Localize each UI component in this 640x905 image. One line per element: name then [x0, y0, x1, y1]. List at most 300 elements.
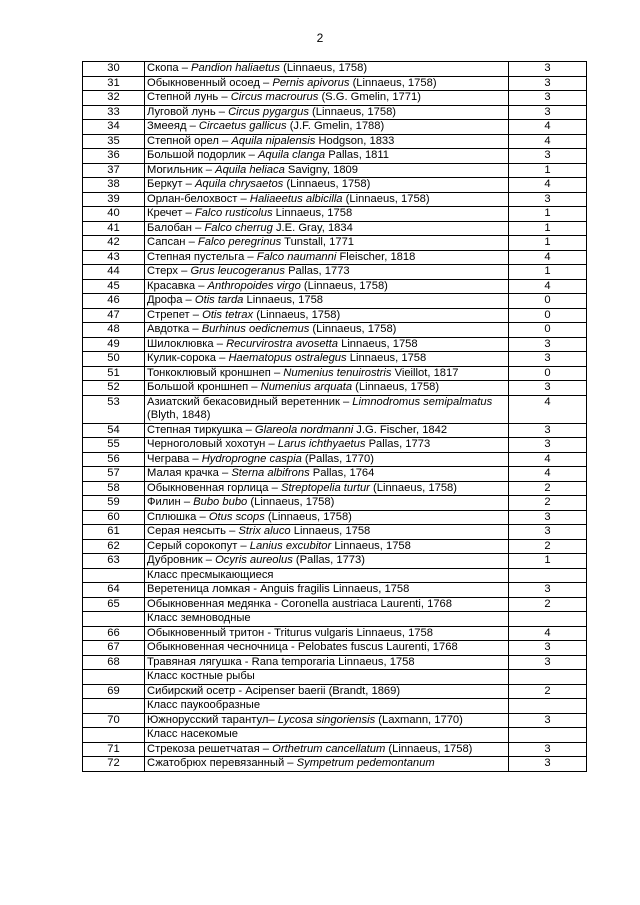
name-text: Филин –	[147, 496, 194, 508]
name-text: Сплюшка –	[147, 510, 209, 523]
name-text: Pallas, 1811	[325, 149, 390, 161]
row-number: 63	[83, 554, 145, 569]
row-number: 46	[83, 294, 145, 309]
name-text: Класс пресмыкающиеся	[147, 568, 274, 581]
status-category: 0	[509, 323, 587, 338]
class-header-row	[83, 670, 587, 685]
table-row	[83, 713, 587, 728]
row-number: 70	[83, 713, 145, 728]
name-text: Орлан-белохвост –	[147, 192, 250, 205]
name-text: Linnaeus, 1758	[272, 207, 353, 219]
name-text: Степная пустельга –	[147, 250, 257, 263]
table-row	[83, 91, 587, 106]
species-name	[145, 221, 509, 236]
table-row	[83, 265, 587, 280]
name-text: Pallas, 1773	[365, 438, 431, 450]
status-category: 2	[509, 684, 587, 699]
status-category: 3	[509, 381, 587, 396]
latin-name: Lycosa singoriensis	[277, 713, 376, 726]
species-name	[145, 337, 509, 352]
status-category: 3	[509, 583, 587, 598]
table-row	[83, 120, 587, 135]
row-number: 39	[83, 192, 145, 207]
name-text: Могильник –	[147, 163, 216, 176]
status-category: 3	[509, 510, 587, 525]
species-name	[145, 757, 509, 772]
row-number: 47	[83, 308, 145, 323]
status-category: 3	[509, 337, 587, 352]
status-category: 2	[509, 539, 587, 554]
status-category: 1	[509, 554, 587, 569]
row-number	[83, 699, 145, 714]
latin-name: Aquila heliaca	[215, 163, 285, 176]
status-category: 4	[509, 395, 587, 423]
latin-name: Aquila nipalensis	[231, 134, 316, 147]
species-name	[145, 423, 509, 438]
table-row	[83, 626, 587, 641]
row-number	[83, 568, 145, 583]
row-number	[83, 728, 145, 743]
name-text: Обыкновенный осоед –	[147, 76, 273, 89]
name-text: Стерх –	[147, 265, 191, 277]
table-row	[83, 76, 587, 91]
status-category: 3	[509, 62, 587, 77]
name-text: Стрепет –	[147, 308, 203, 321]
name-text: Беркут –	[147, 178, 195, 190]
name-text: (Blyth, 1848)	[147, 409, 211, 421]
row-number: 60	[83, 510, 145, 525]
table-row	[83, 236, 587, 251]
latin-name: Numenius arquata	[260, 381, 353, 393]
table-row	[83, 381, 587, 396]
species-name	[145, 105, 509, 120]
name-text: (Linnaeus, 1758)	[385, 742, 473, 755]
table-row	[83, 496, 587, 511]
status-category: 3	[509, 438, 587, 453]
species-name	[145, 525, 509, 540]
table-row	[83, 554, 587, 569]
row-number: 45	[83, 279, 145, 294]
species-name	[145, 76, 509, 91]
row-number: 55	[83, 438, 145, 453]
name-text: (Pallas, 1770)	[301, 452, 374, 465]
row-number: 64	[83, 583, 145, 598]
latin-name: Circus pygargus	[228, 105, 309, 118]
latin-name: Recurvirostra avosetta	[226, 337, 338, 350]
status-category: 1	[509, 163, 587, 178]
name-text: Savigny, 1809	[284, 163, 358, 176]
name-text: Класс земноводные	[147, 612, 251, 624]
name-text: Степная тиркушка –	[147, 423, 255, 436]
table-row	[83, 352, 587, 367]
name-text: Веретеница ломкая - Anguis fragilis Linnaeus, 1758	[147, 583, 410, 595]
row-number: 51	[83, 366, 145, 381]
species-name	[145, 381, 509, 396]
table-row	[83, 395, 587, 423]
name-text: Pallas, 1773	[284, 265, 350, 277]
status-category: 3	[509, 352, 587, 367]
status-category: 3	[509, 76, 587, 91]
name-text: Чеграва –	[147, 452, 202, 465]
species-name	[145, 236, 509, 251]
latin-name: Falco naumanni	[256, 250, 337, 263]
name-text: Малая крачка –	[147, 467, 232, 479]
latin-name: Burhinus oedicnemus	[201, 323, 310, 335]
latin-name: Orthetrum cancellatum	[272, 742, 386, 755]
row-number: 42	[83, 236, 145, 251]
row-number: 40	[83, 207, 145, 222]
latin-name: Otis tetrax	[202, 308, 254, 321]
name-text: Pallas, 1764	[309, 467, 375, 479]
row-number: 67	[83, 641, 145, 656]
species-name	[145, 149, 509, 164]
latin-name: Lanius excubitor	[249, 539, 332, 552]
row-number: 57	[83, 467, 145, 482]
latin-name: Haematopus ostralegus	[228, 352, 347, 364]
name-text: Шилоклювка –	[147, 337, 227, 350]
species-name	[145, 684, 509, 699]
name-text: J.G. Fischer, 1842	[353, 423, 448, 436]
species-name	[145, 163, 509, 178]
name-text: Linnaeus, 1758	[290, 525, 371, 537]
name-text: Стрекоза решетчатая –	[147, 742, 273, 755]
table-row	[83, 221, 587, 236]
table-row	[83, 467, 587, 482]
species-name	[145, 481, 509, 496]
name-text: (Linnaeus, 1758)	[309, 323, 397, 335]
name-text: Южнорусский тарантул–	[147, 713, 278, 726]
status-category: 0	[509, 294, 587, 309]
table-row	[83, 641, 587, 656]
status-category: 4	[509, 626, 587, 641]
name-text: Степной орел –	[147, 134, 232, 147]
latin-name: Aquila chrysaetos	[194, 178, 284, 190]
name-text: (Linnaeus, 1758)	[247, 496, 335, 508]
name-text: (Linnaeus, 1758)	[283, 178, 371, 190]
status-category: 3	[509, 91, 587, 106]
row-number: 62	[83, 539, 145, 554]
row-number: 65	[83, 597, 145, 612]
name-text: Большой подорлик –	[147, 149, 258, 161]
status-category: 1	[509, 221, 587, 236]
table-row	[83, 452, 587, 467]
table-row	[83, 207, 587, 222]
table-row	[83, 279, 587, 294]
species-name	[145, 250, 509, 265]
table-row	[83, 192, 587, 207]
species-name	[145, 554, 509, 569]
table-row	[83, 294, 587, 309]
name-text: Сжатобрюх перевязанный –	[147, 757, 297, 769]
status-category: 4	[509, 250, 587, 265]
name-text: Скопа –	[147, 62, 192, 74]
name-text: Linnaeus, 1758	[346, 352, 427, 364]
name-text: (Linnaeus, 1758)	[300, 279, 388, 292]
latin-name: Sterna albifrons	[231, 467, 310, 479]
species-name	[145, 597, 509, 612]
name-text: Vieillot, 1817	[391, 366, 459, 379]
name-text: (S.G. Gmelin, 1771)	[318, 91, 421, 103]
row-number: 50	[83, 352, 145, 367]
name-text: Черноголовый хохотун –	[147, 438, 278, 450]
latin-name: Aquila clanga	[257, 149, 326, 161]
species-name	[145, 641, 509, 656]
name-text: Hodgson, 1833	[315, 134, 395, 147]
species-name	[145, 207, 509, 222]
name-text: Кречет –	[147, 207, 195, 219]
latin-name: Falco rusticolus	[194, 207, 273, 219]
status-category: 3	[509, 713, 587, 728]
species-name	[145, 308, 509, 323]
latin-name: Bubo bubo	[193, 496, 248, 508]
species-name	[145, 192, 509, 207]
status-category: 3	[509, 641, 587, 656]
row-number: 35	[83, 134, 145, 149]
table-row	[83, 438, 587, 453]
row-number: 58	[83, 481, 145, 496]
species-name	[145, 742, 509, 757]
name-text: Класс паукообразные	[147, 699, 261, 711]
row-number: 44	[83, 265, 145, 280]
latin-name: Strix aluco	[238, 525, 291, 537]
species-name	[145, 134, 509, 149]
name-text: Степной лунь –	[147, 91, 231, 103]
name-text: Травяная лягушка - Rana temporaria Linnaeus, 1758	[147, 655, 415, 668]
status-category	[509, 568, 587, 583]
status-category: 3	[509, 192, 587, 207]
row-number: 49	[83, 337, 145, 352]
name-text: (Linnaeus, 1758)	[349, 76, 437, 89]
status-category: 3	[509, 149, 587, 164]
name-text: (Linnaeus, 1758)	[342, 192, 430, 205]
name-text: Серый сорокопут –	[147, 539, 250, 552]
row-number: 61	[83, 525, 145, 540]
name-text: (Linnaeus, 1758)	[369, 481, 457, 494]
latin-name: Haliaeetus albicilla	[249, 192, 343, 205]
table-row	[83, 423, 587, 438]
name-text: (Linnaeus, 1758)	[352, 381, 440, 393]
latin-name: Grus leucogeranus	[190, 265, 285, 277]
name-text: Азиатский бекасовидный веретенник –	[147, 395, 353, 408]
name-text: Луговой лунь –	[147, 105, 229, 118]
name-text: Сапсан –	[147, 236, 198, 248]
table-row	[83, 178, 587, 193]
status-category	[509, 612, 587, 627]
name-text: Обыкновенная чесночница - Pelobates fuscus Laurenti, 1768	[147, 641, 458, 653]
row-number: 66	[83, 626, 145, 641]
name-text: Обыкновенная медянка - Coronella austriaca Laurenti, 1768	[147, 597, 452, 610]
status-category: 0	[509, 308, 587, 323]
table-row	[83, 525, 587, 540]
row-number: 41	[83, 221, 145, 236]
species-name	[145, 91, 509, 106]
species-name	[145, 568, 509, 583]
status-category: 3	[509, 655, 587, 670]
species-name	[145, 728, 509, 743]
row-number: 37	[83, 163, 145, 178]
row-number: 38	[83, 178, 145, 193]
row-number: 30	[83, 62, 145, 77]
table-row	[83, 655, 587, 670]
species-name	[145, 655, 509, 670]
table-row	[83, 105, 587, 120]
latin-name: Larus ichthyaetus	[277, 438, 366, 450]
class-header-row	[83, 699, 587, 714]
row-number	[83, 612, 145, 627]
status-category: 1	[509, 207, 587, 222]
latin-name: Limnodromus semipalmatus	[352, 395, 493, 408]
status-category	[509, 728, 587, 743]
species-name	[145, 178, 509, 193]
species-table-body	[83, 62, 587, 772]
species-name	[145, 352, 509, 367]
row-number: 36	[83, 149, 145, 164]
name-text: (J.F. Gmelin, 1788)	[286, 120, 385, 132]
species-name	[145, 62, 509, 77]
status-category: 1	[509, 236, 587, 251]
latin-name: Streptopelia turtur	[280, 481, 370, 494]
species-name	[145, 438, 509, 453]
latin-name: Pernis apivorus	[272, 76, 350, 89]
name-text: Кулик-сорока –	[147, 352, 229, 364]
latin-name: Numenius tenuirostris	[283, 366, 392, 379]
table-row	[83, 742, 587, 757]
name-text: Класс насекомые	[147, 728, 238, 740]
species-name	[145, 670, 509, 685]
name-text: (Linnaeus, 1758)	[308, 105, 397, 118]
species-name	[145, 294, 509, 309]
species-name	[145, 583, 509, 598]
species-table	[82, 61, 587, 772]
page-number: 2	[316, 31, 324, 45]
latin-name: Hydroprogne caspia	[201, 452, 302, 465]
latin-name: Ocyris aureolus	[215, 554, 293, 566]
name-text: (Laxmann, 1770)	[375, 713, 463, 726]
table-row	[83, 539, 587, 554]
status-category: 1	[509, 265, 587, 280]
table-row	[83, 134, 587, 149]
latin-name: Circus macrourus	[230, 91, 319, 103]
status-category: 3	[509, 742, 587, 757]
status-category: 3	[509, 105, 587, 120]
latin-name: Falco peregrinus	[197, 236, 282, 248]
row-number: 32	[83, 91, 145, 106]
status-category: 2	[509, 597, 587, 612]
name-text: Дрофа –	[147, 294, 195, 306]
name-text: Серая неясыть –	[147, 525, 239, 537]
name-text: Обыкновенный тритон - Triturus vulgaris Linnaeus, 1758	[147, 626, 433, 639]
name-text: Linnaeus, 1758	[337, 337, 418, 350]
class-header-row	[83, 612, 587, 627]
latin-name: Otus scops	[208, 510, 265, 523]
table-row	[83, 149, 587, 164]
row-number: 43	[83, 250, 145, 265]
table-row	[83, 308, 587, 323]
status-category: 3	[509, 423, 587, 438]
name-text: Красавка –	[147, 279, 208, 292]
name-text: Сибирский осетр - Acipenser baerii (Brandt, 1869)	[147, 684, 401, 697]
species-name	[145, 265, 509, 280]
table-row	[83, 510, 587, 525]
row-number: 33	[83, 105, 145, 120]
status-category: 3	[509, 757, 587, 772]
name-text: Класс костные рыбы	[147, 670, 255, 682]
name-text: Дубровник –	[147, 554, 216, 566]
status-category	[509, 670, 587, 685]
name-text: Tunstall, 1771	[281, 236, 355, 248]
species-name	[145, 713, 509, 728]
latin-name: Pandion haliaetus	[191, 62, 280, 74]
row-number: 54	[83, 423, 145, 438]
status-category: 4	[509, 178, 587, 193]
species-name	[145, 626, 509, 641]
name-text: Змееяд –	[147, 120, 199, 132]
status-category: 3	[509, 525, 587, 540]
status-category: 4	[509, 279, 587, 294]
name-text: Linnaeus, 1758	[243, 294, 324, 306]
species-name	[145, 612, 509, 627]
name-text: (Linnaeus, 1758)	[280, 62, 368, 74]
latin-name: Circaetus gallicus	[198, 120, 287, 132]
species-name	[145, 323, 509, 338]
latin-name: Anthropoides virgo	[207, 279, 301, 292]
latin-name: Falco cherrug	[204, 221, 273, 234]
row-number: 72	[83, 757, 145, 772]
species-name	[145, 279, 509, 294]
name-text: (Linnaeus, 1758)	[253, 308, 341, 321]
row-number: 68	[83, 655, 145, 670]
row-number: 56	[83, 452, 145, 467]
row-number	[83, 670, 145, 685]
name-text: Авдотка –	[147, 323, 202, 335]
name-text: Балобан –	[147, 221, 205, 234]
latin-name: Otis tarda	[194, 294, 244, 306]
name-text: Обыкновенная горлица –	[147, 481, 281, 494]
species-name	[145, 699, 509, 714]
status-category: 4	[509, 452, 587, 467]
class-header-row	[83, 728, 587, 743]
name-text: Fleischer, 1818	[336, 250, 416, 263]
table-row	[83, 163, 587, 178]
status-category	[509, 699, 587, 714]
table-row	[83, 62, 587, 77]
status-category: 2	[509, 496, 587, 511]
table-row	[83, 481, 587, 496]
status-category: 4	[509, 134, 587, 149]
latin-name: Sympetrum pedemontanum	[296, 757, 435, 769]
row-number: 59	[83, 496, 145, 511]
name-text: (Linnaeus, 1758)	[264, 510, 352, 523]
row-number: 48	[83, 323, 145, 338]
name-text: J.E. Gray, 1834	[272, 221, 353, 234]
species-name	[145, 366, 509, 381]
row-number: 31	[83, 76, 145, 91]
name-text: (Pallas, 1773)	[292, 554, 365, 566]
species-name	[145, 452, 509, 467]
table-row	[83, 337, 587, 352]
table-row	[83, 757, 587, 772]
table-row	[83, 366, 587, 381]
species-name	[145, 120, 509, 135]
status-category: 0	[509, 366, 587, 381]
name-text: Тонкоклювый кроншнеп –	[147, 366, 284, 379]
row-number: 34	[83, 120, 145, 135]
table-row	[83, 323, 587, 338]
status-category: 4	[509, 467, 587, 482]
table-row	[83, 250, 587, 265]
row-number: 71	[83, 742, 145, 757]
species-name	[145, 510, 509, 525]
